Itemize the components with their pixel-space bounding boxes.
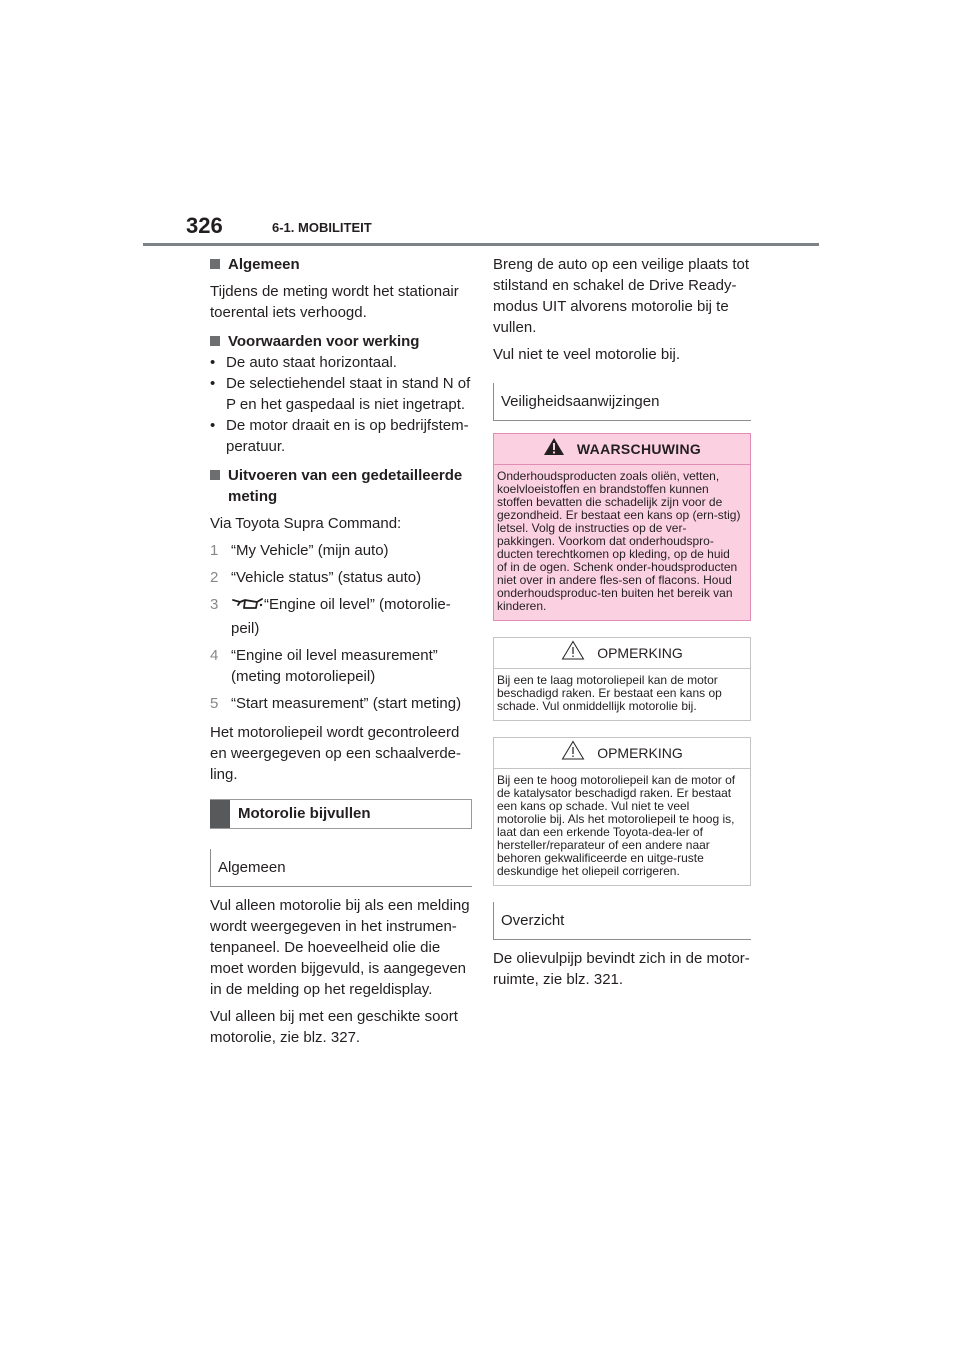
notice-box-2 bbox=[493, 737, 751, 886]
via-text: Via Toyota Supra Command: bbox=[210, 515, 402, 532]
notice2-text: Bij een te hoog motoroliepeil kan de motor of de katalysator beschadigd raken. Er bestaat een kans op schade. Vul niet te veel motorolie bij. Als het motoroliepeil te hoog is, laat dan een erkende Toyota-dea-ler of hersteller/reparateur of een andere naar behoren gekwalificeerde en uitge-ruste deskundige het oliepeil corrigeren. bbox=[497, 773, 736, 878]
overview-text: De olievulpijp bevindt zich in de motor-ruimte, zie blz. 321. bbox=[493, 950, 750, 988]
subhead-general: Algemeen bbox=[210, 254, 472, 275]
notice2-title: OPMERKING bbox=[597, 744, 683, 761]
list-item: 5 “Start measurement” (start meting) bbox=[210, 695, 462, 712]
right-column bbox=[493, 254, 751, 990]
caution-icon bbox=[561, 740, 585, 766]
section-title: 6-1. MOBILITEIT bbox=[272, 220, 372, 235]
heading-block bbox=[210, 800, 230, 828]
list-item: 2 “Vehicle status” (status auto) bbox=[210, 569, 422, 586]
refill-general-title: Algemeen bbox=[210, 849, 472, 887]
general-text: Tijdens de meting wordt het stationair toerental iets verhoogd. bbox=[210, 283, 459, 321]
overview-title: Overzicht bbox=[493, 902, 751, 940]
page-number: 326 bbox=[186, 213, 223, 238]
result-text: Het motoroliepeil wordt gecontroleerd en weergegeven op een schaalverde-ling. bbox=[210, 724, 462, 783]
list-item: • De auto staat horizontaal. bbox=[210, 354, 397, 371]
refill-heading: Motorolie bijvullen bbox=[210, 799, 472, 829]
refill-text-2: Vul alleen bij met een geschikte soort motorolie, zie blz. 327. bbox=[210, 1008, 458, 1046]
list-item: • De motor draait en is op bedrijfstem-peratuur. bbox=[210, 417, 469, 455]
square-bullet-icon bbox=[210, 336, 220, 346]
warning-title: WAARSCHUWING bbox=[576, 440, 702, 457]
intro-text: Breng de auto op een veilige plaats tot stilstand en schakel de Drive Ready-modus UIT alvorens motorolie bij te vullen. bbox=[493, 256, 750, 336]
safety-title: Veiligheidsaanwijzingen bbox=[493, 383, 751, 421]
caution-icon bbox=[561, 640, 585, 666]
list-item: 3 “Engine oil level” (motorolie-peil) bbox=[210, 596, 451, 637]
warning-icon bbox=[543, 437, 565, 462]
notice1-text: Bij een te laag motoroliepeil kan de motor beschadigd raken. Er bestaat een kans op schade. Vul onmiddellijk motorolie bij. bbox=[497, 673, 722, 713]
steps-list bbox=[210, 540, 472, 714]
notice-box-1 bbox=[493, 637, 751, 721]
header-rule bbox=[143, 243, 819, 246]
conditions-list bbox=[210, 352, 472, 457]
refill-text-1: Vul alleen motorolie bij als een melding wordt weergegeven in het instrumen-tenpaneel. De hoeveelheid olie die moet worden bijgevuld, is aangegeven in de melding op het regeldisplay. bbox=[210, 897, 470, 998]
list-item: 1 “My Vehicle” (mijn auto) bbox=[210, 542, 389, 559]
no-overfill-text: Vul niet te veel motorolie bij. bbox=[493, 346, 681, 363]
square-bullet-icon bbox=[210, 259, 220, 269]
oil-can-icon bbox=[231, 596, 263, 618]
list-item: 4 “Engine oil level measurement” (meting motoroliepeil) bbox=[210, 647, 438, 685]
subhead-conditions: Voorwaarden voor werking bbox=[210, 331, 472, 352]
left-column bbox=[210, 254, 472, 1048]
subhead-detailed: Uitvoeren van een gedetailleerde meting bbox=[210, 465, 472, 507]
list-item: • De selectiehendel staat in stand N of P en het gaspedaal is niet ingetrapt. bbox=[210, 375, 471, 413]
warning-box bbox=[493, 433, 751, 621]
square-bullet-icon bbox=[210, 470, 220, 480]
notice1-title: OPMERKING bbox=[597, 644, 683, 661]
warning-text: Onderhoudsproducten zoals oliën, vetten, koelvloeistoffen en brandstoffen kunnen stoffen bevatten die schadelijk zijn voor de gezondheid. Er bestaat een kans op (ern-stig) letsel. Volg de instructies op de ver-pakkingen. Voorkom dat onderhoudspro-ducten terechtkomen op kleding, op de huid of in de ogen. Schenk onder-houdsproducten niet over in andere fles-sen of flacons. Houd onderhoudsproduc-ten buiten het bereik van kinderen. bbox=[497, 469, 741, 613]
